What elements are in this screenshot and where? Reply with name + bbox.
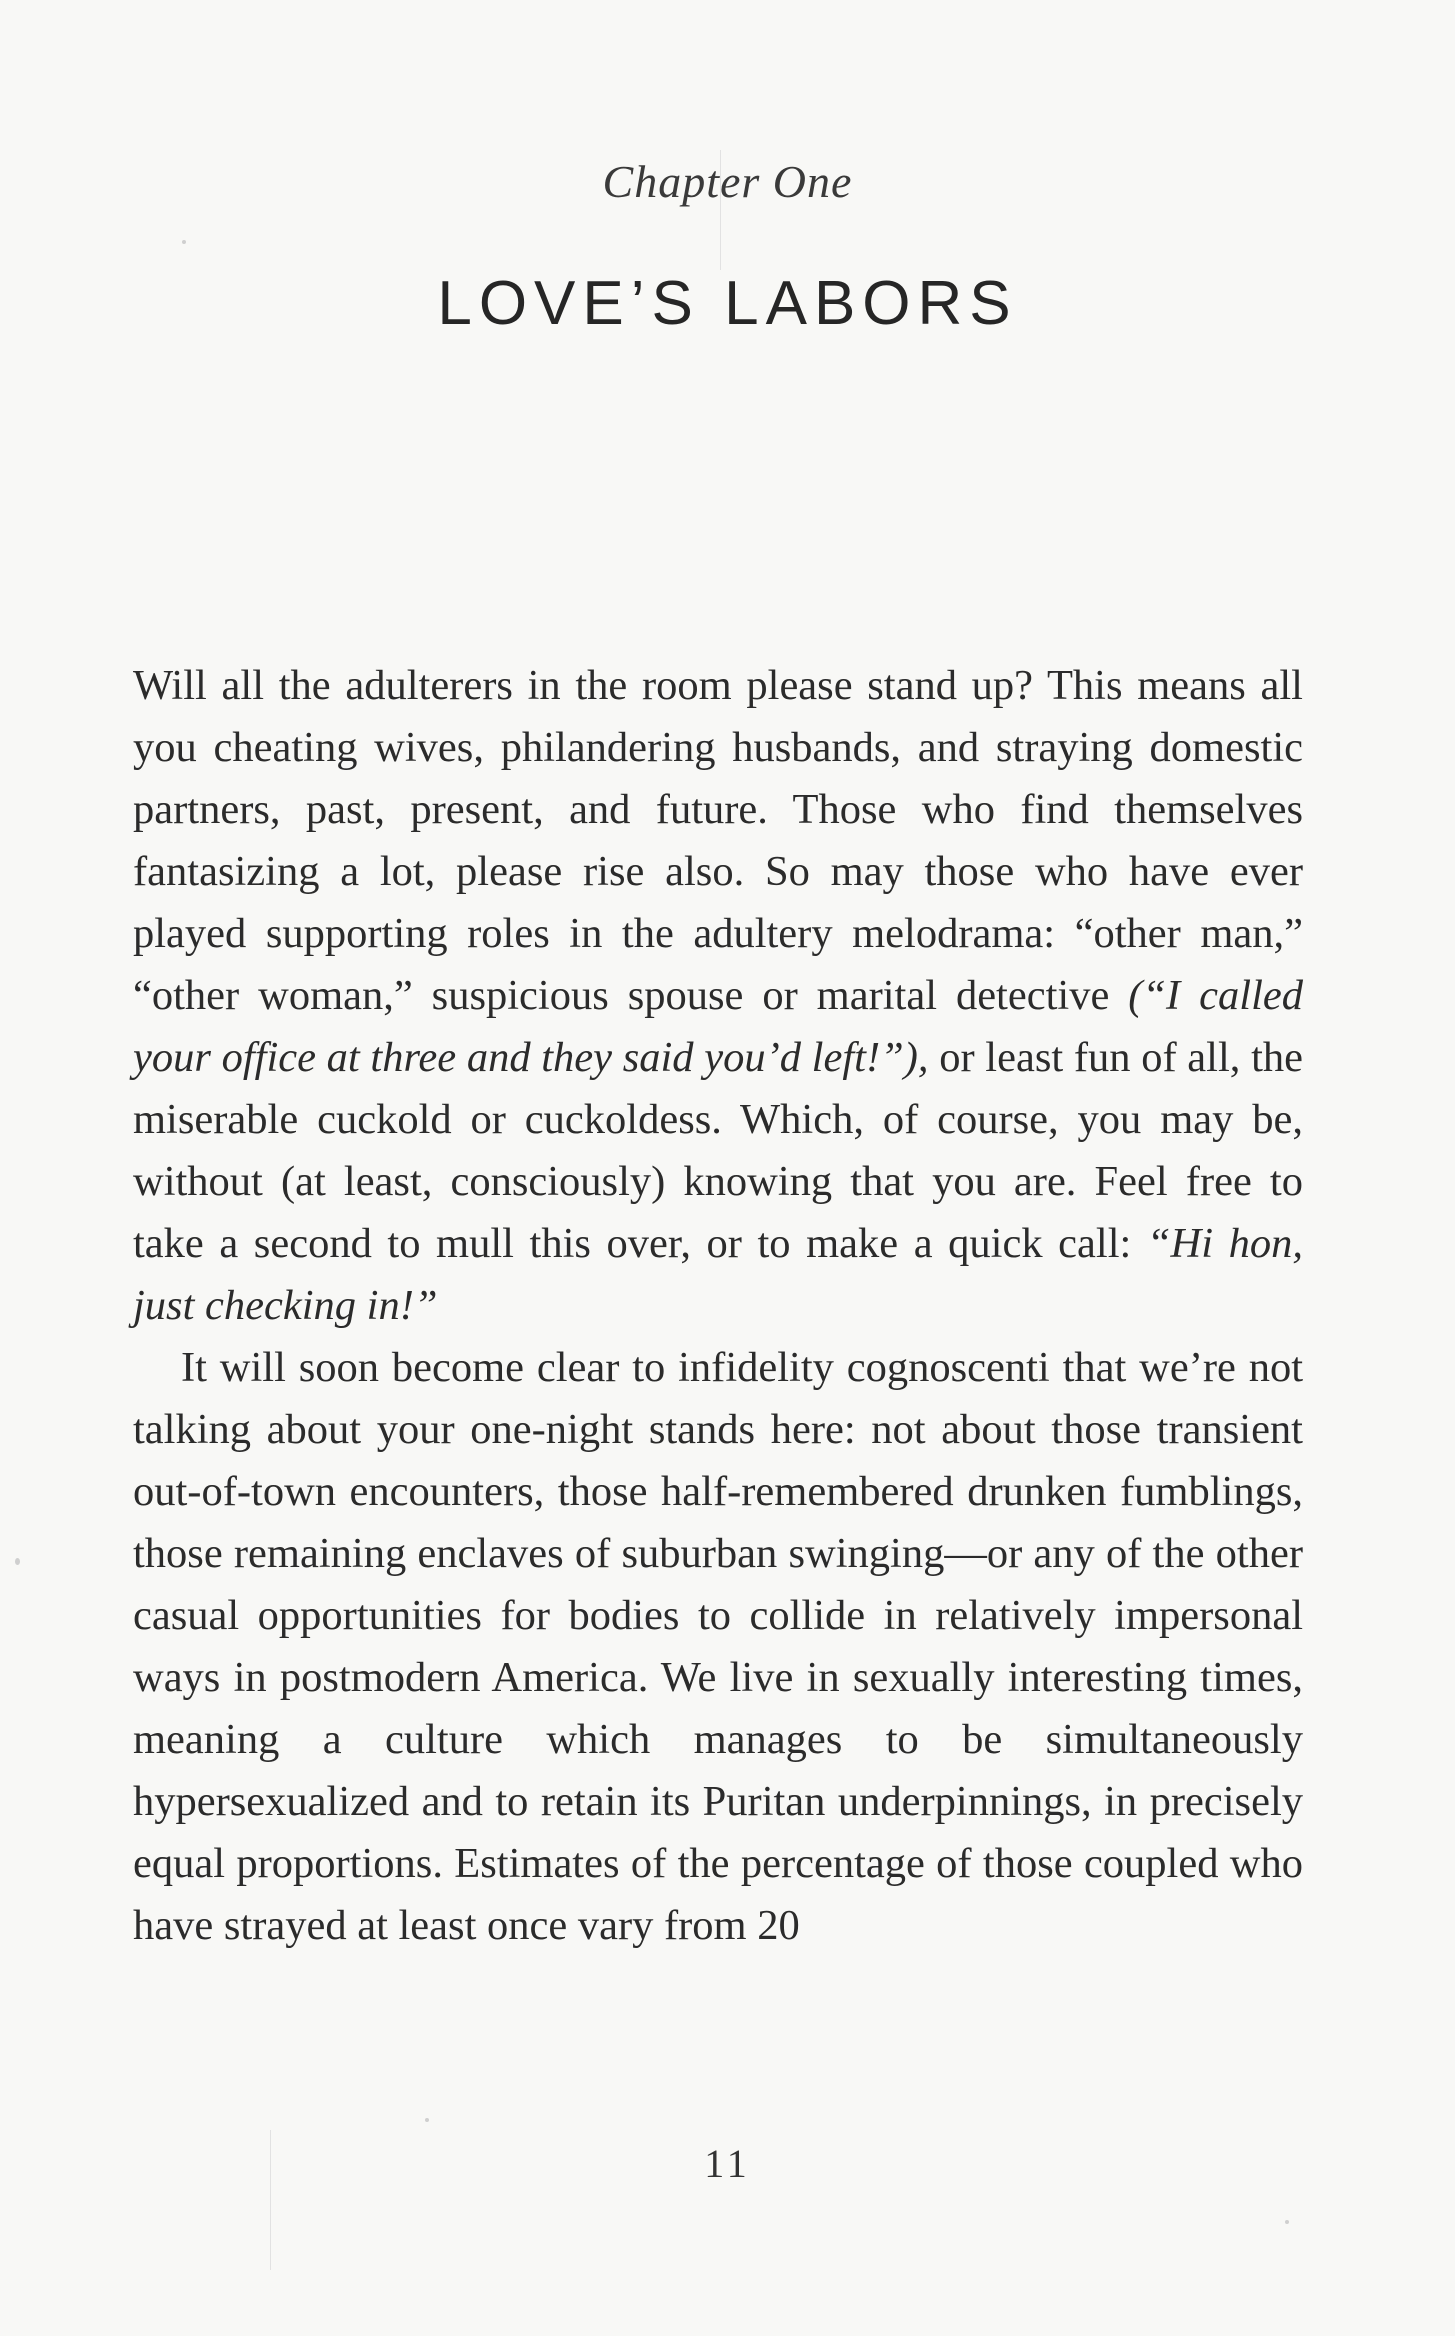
paragraph-1-quote-office: (“I called your office at three and they said you’d left!”), — [133, 972, 1303, 1081]
scan-speck — [182, 240, 186, 244]
chapter-title: LOVE’S LABORS — [437, 269, 1018, 338]
page-number: 11 — [704, 2141, 751, 2186]
paragraph-2: It will soon become clear to infidelity cognoscenti that we’re not talking about your one-night stands here: not about those transient out-of-town encounters, those half-remembered drunken fumblings, those remaining enclaves of suburban swinging—or any of the other casual opportunities for bodies to collide in relatively impersonal ways in postmodern America. We live in sexually interesting times, meaning a culture which manages to be simultaneously hypersexualized and to retain its Puritan underpinnings, in precisely equal proportions. Estimates of the percentage of those coupled who have strayed at least once vary from 20 — [133, 1344, 1303, 1949]
paragraph-1-text-a: Will all the adulterers in the room please stand up? This means all you cheating wives, philandering husbands, and straying domestic partners, past, present, and future. Those who find themselves fantasizing a lot, please rise also. So may those who have ever played supporting roles in the adultery melodrama: “other man,” “other woman,” suspicious spouse or marital detective — [133, 662, 1303, 1019]
paragraph-1 — [133, 655, 1303, 1337]
scan-speck — [15, 1558, 20, 1565]
paragraph-1-text-c: or least fun of all, the miserable cuckold or cuckoldess. Which, of course, you may be, without (at least, consciously) knowing that you are. Feel free to take a second to mull this over, or to make a quick call: — [133, 1034, 1303, 1267]
scan-speck — [1285, 2220, 1289, 2224]
scan-speck — [425, 2118, 429, 2122]
paragraph-1-quote-call: “Hi hon, just checking in!” — [133, 1220, 1303, 1329]
chapter-label: Chapter One — [602, 156, 853, 207]
body-text — [133, 655, 1303, 1957]
